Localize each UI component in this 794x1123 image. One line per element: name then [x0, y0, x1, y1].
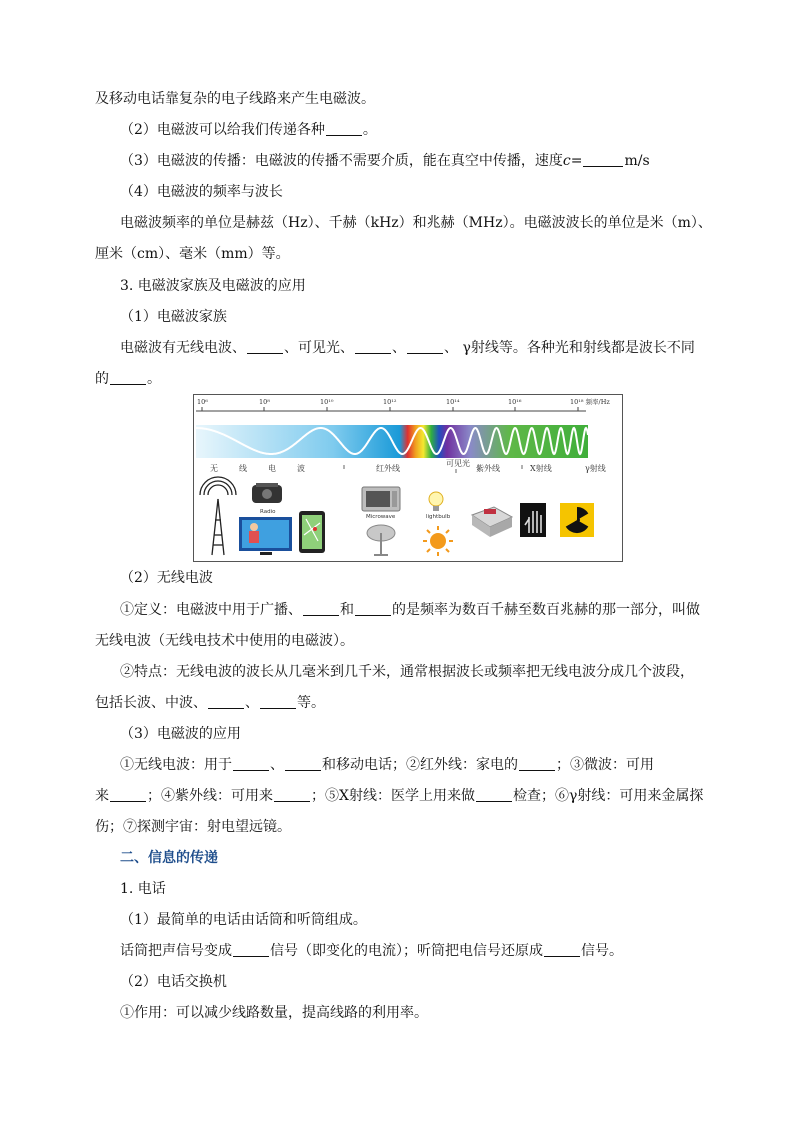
- section-heading: 二、信息的传递: [120, 850, 218, 866]
- fill-blank[interactable]: [407, 339, 443, 354]
- band-label: 线: [239, 464, 247, 473]
- text-line: 包括长波、中波、 、 等。: [95, 695, 325, 711]
- freq-label: 10¹⁴: [446, 398, 460, 406]
- freq-label: 10¹⁸ 频率/Hz: [570, 398, 610, 406]
- radio-icon: [252, 483, 282, 515]
- text-line: 3. 电磁波家族及电磁波的应用: [120, 278, 306, 294]
- freq-label: 10⁶: [197, 398, 208, 406]
- fill-blank[interactable]: [110, 370, 146, 385]
- freq-label: 10¹⁰: [320, 398, 334, 406]
- fill-blank[interactable]: [355, 601, 391, 616]
- xray-icon: [520, 503, 546, 537]
- text-line: 无线电波（无线电技术中使用的电磁波）。: [95, 633, 354, 649]
- text-line: 的 。: [95, 371, 161, 387]
- band-label: 可见光: [446, 459, 470, 468]
- microwave-icon: [362, 487, 400, 520]
- fill-blank[interactable]: [326, 121, 362, 136]
- spectrum-figure: [193, 394, 623, 562]
- fill-blank[interactable]: [355, 339, 391, 354]
- lightbulb-icon: [426, 492, 451, 520]
- fill-blank[interactable]: [110, 787, 146, 802]
- freq-label: 10¹⁶: [508, 398, 522, 406]
- uv-device-icon: [472, 507, 512, 537]
- spectrum-svg: [194, 395, 622, 561]
- text-line: ①作用：可以减少线路数量，提高线路的利用率。: [120, 1005, 428, 1021]
- text-line: ①无线电波：用于 、 和移动电话；②红外线：家电的 ；③微波：可用: [120, 757, 654, 773]
- band-label: X射线: [530, 464, 552, 473]
- freq-label: 10¹²: [383, 398, 397, 406]
- fill-blank[interactable]: [544, 942, 580, 957]
- fill-blank[interactable]: [274, 787, 310, 802]
- phone-icon: [299, 511, 325, 553]
- text-line: 电磁波有无线电波、 、可见光、 、 、 γ射线等。各种光和射线都是波长不同: [120, 340, 695, 356]
- band-label: 电: [268, 464, 276, 473]
- fill-blank[interactable]: [247, 339, 283, 354]
- svg-text:lightbulb: lightbulb: [426, 514, 451, 520]
- band-label: 无: [210, 464, 218, 473]
- fill-blank[interactable]: [583, 152, 623, 167]
- fill-blank[interactable]: [233, 942, 269, 957]
- fill-blank[interactable]: [208, 694, 244, 709]
- text-line: ②特点：无线电波的波长从几毫米到几千米，通常根据波长或频率把无线电波分成几个波段，: [120, 664, 694, 680]
- text-line: （2）电话交换机: [120, 974, 227, 990]
- text-line: （1）最简单的电话由话筒和听筒组成。: [120, 912, 367, 928]
- band-label: γ射线: [585, 464, 606, 473]
- band-label: 红外线: [376, 464, 400, 473]
- text-line: 伤；⑦探测宇宙：射电望远镜。: [95, 819, 291, 835]
- radio-tower-icon: [200, 477, 236, 555]
- text-line: 厘米（cm）、毫米（mm）等。: [95, 246, 290, 262]
- text-line: （3）电磁波的传播：电磁波的传播不需要介质，能在真空中传播，速度c= m/s: [120, 153, 650, 169]
- text-line: （1）电磁波家族: [120, 309, 227, 325]
- svg-text:Radio: Radio: [260, 509, 276, 515]
- text-line: 及移动电话靠复杂的电子线路来产生电磁波。: [95, 91, 375, 107]
- tv-icon: [239, 517, 292, 555]
- text-line: （2）电磁波可以给我们传递各种 。: [120, 122, 377, 138]
- text-line: 来 ；④紫外线：可用来 ；⑤X射线：医学上用来做 检查；⑥γ射线：可用来金属探: [95, 788, 704, 804]
- band-label: 波: [297, 464, 305, 473]
- fill-blank[interactable]: [303, 601, 339, 616]
- satellite-dish-icon: [367, 525, 395, 555]
- text-line: （3）电磁波的应用: [120, 726, 241, 742]
- svg-text:Microwave: Microwave: [366, 514, 396, 520]
- sun-icon: [423, 526, 453, 556]
- fill-blank[interactable]: [476, 787, 512, 802]
- text-line: ①定义：电磁波中用于广播、 和 的是频率为数百千赫至数百兆赫的那一部分，叫做: [120, 602, 700, 618]
- text-line: 1. 电话: [120, 881, 166, 897]
- text-line: （2）无线电波: [120, 570, 213, 586]
- text-line: （4）电磁波的频率与波长: [120, 184, 283, 200]
- text-line: 电磁波频率的单位是赫兹（Hz）、千赫（kHz）和兆赫（MHz）。电磁波波长的单位是米（m）、: [120, 215, 712, 231]
- radiation-icon: [560, 503, 594, 537]
- fill-blank[interactable]: [260, 694, 296, 709]
- text-line: 话筒把声信号变成 信号（即变化的电流）；听筒把电信号还原成 信号。: [120, 943, 623, 959]
- fill-blank[interactable]: [233, 756, 269, 771]
- fill-blank[interactable]: [519, 756, 555, 771]
- band-label: 紫外线: [476, 464, 500, 473]
- freq-label: 10⁸: [259, 398, 270, 406]
- fill-blank[interactable]: [285, 756, 321, 771]
